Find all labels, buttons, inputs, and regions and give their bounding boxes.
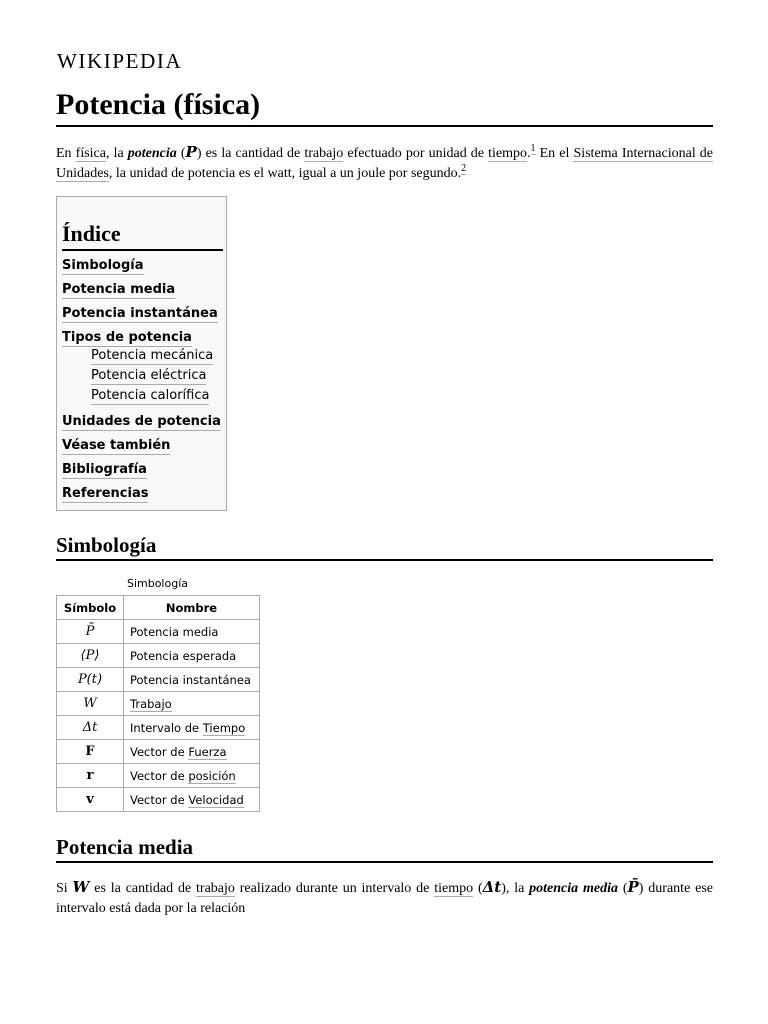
intro-text: , la unidad de potencia es el watt, igual a un joule por segundo. (108, 166, 462, 181)
table-row (57, 668, 260, 692)
toc-item-potencia-mecanica[interactable]: Potencia mecánica (91, 348, 214, 363)
math-delta-t: Δt (482, 878, 502, 896)
link-fisica[interactable]: física (75, 146, 106, 161)
table-of-contents (56, 196, 227, 511)
table-header-row (57, 596, 260, 620)
section-heading-potencia-media: Potencia media (56, 833, 713, 863)
symbol-cell: P̄ (85, 624, 95, 639)
potencia-media-paragraph (56, 877, 713, 919)
para-text: Si (56, 881, 68, 896)
name-cell: Intervalo de (130, 720, 203, 735)
toc-item-vease-tambien[interactable]: Véase también (62, 438, 171, 453)
intro-text: es la cantidad de (205, 146, 301, 161)
column-header-simbolo: Símbolo (57, 596, 124, 620)
symbol-cell: r (86, 768, 94, 783)
term-potencia-media: potencia media (529, 881, 618, 896)
name-cell: Potencia esperada (130, 648, 237, 663)
intro-text: En (56, 146, 72, 161)
toc-item-tipos-de-potencia[interactable]: Tipos de potencia (62, 330, 192, 345)
symbology-table (56, 595, 260, 812)
toc-item-potencia-media[interactable]: Potencia media (62, 282, 176, 297)
math-P-bar: P̄ (627, 878, 639, 896)
link-trabajo[interactable]: trabajo (304, 146, 344, 161)
ref-2[interactable]: 2 (461, 163, 467, 175)
link-tiempo[interactable]: tiempo (434, 881, 474, 896)
column-header-nombre: Nombre (124, 596, 260, 620)
symbol-cell: Δt (82, 720, 98, 735)
toc-item-referencias[interactable]: Referencias (62, 486, 149, 501)
table-caption: Simbología (126, 577, 189, 590)
link-sistema-internacional[interactable]: Sistema Internacional de Unidades (56, 146, 714, 181)
ref-1[interactable]: 1 (530, 143, 536, 155)
toc-item-unidades-de-potencia[interactable]: Unidades de potencia (62, 414, 221, 429)
math-P: P (185, 143, 197, 161)
math-W: W (72, 878, 90, 896)
link-tiempo-cell[interactable]: Tiempo (202, 720, 246, 735)
para-text: es la cantidad de (94, 881, 192, 896)
intro-text: ) (196, 146, 202, 161)
intro-text: En el (535, 146, 570, 161)
name-cell: Potencia media (130, 624, 219, 639)
intro-text: , la (105, 146, 124, 161)
name-cell: Vector de (130, 744, 189, 759)
link-velocidad-cell[interactable]: Velocidad (188, 792, 244, 807)
toc-item-potencia-electrica[interactable]: Potencia eléctrica (91, 368, 207, 383)
intro-text: ( (180, 146, 186, 161)
para-text: realizado durante un intervalo de (239, 881, 430, 896)
table-row (57, 692, 260, 716)
para-text: ( (622, 881, 628, 896)
symbol-cell: F (85, 744, 95, 759)
para-text: ) (638, 881, 644, 896)
para-text: ( (477, 881, 483, 896)
name-cell: Vector de (130, 768, 189, 783)
symbol-cell: ⟨P⟩ (80, 648, 100, 663)
table-row (57, 644, 260, 668)
term-potencia: potencia (127, 146, 177, 161)
section-heading-simbologia: Simbología (56, 531, 713, 561)
table-row (57, 740, 260, 764)
para-text: durante ese intervalo está dada por la relación (56, 881, 713, 916)
name-cell: Vector de (130, 792, 189, 807)
page-title: Potencia (física) (56, 86, 713, 127)
link-posicion-cell[interactable]: posición (188, 768, 236, 783)
toc-item-simbologia[interactable]: Simbología (62, 258, 144, 273)
intro-text: . (527, 146, 531, 161)
link-trabajo[interactable]: trabajo (196, 881, 235, 896)
toc-item-bibliografia[interactable]: Bibliografía (62, 462, 147, 477)
table-row (57, 788, 260, 812)
toc-item-potencia-instantanea[interactable]: Potencia instantánea (62, 306, 218, 321)
intro-paragraph (56, 142, 713, 184)
link-fuerza-cell[interactable]: Fuerza (188, 744, 227, 759)
name-cell: Potencia instantánea (130, 672, 251, 687)
link-tiempo[interactable]: tiempo (488, 146, 527, 161)
toc-title: Índice (62, 219, 223, 251)
symbol-cell: v (86, 792, 94, 807)
table-row (57, 764, 260, 788)
para-text: ), la (501, 881, 525, 896)
intro-text: efectuado por unidad de (347, 146, 485, 161)
wikipedia-wordmark[interactable]: WIKIPEDIA (57, 49, 183, 73)
symbol-cell: W (83, 696, 97, 711)
symbol-cell: P(t) (77, 672, 103, 687)
link-trabajo-cell[interactable]: Trabajo (130, 696, 172, 711)
table-row (57, 620, 260, 644)
table-row (57, 716, 260, 740)
toc-item-potencia-calorifica[interactable]: Potencia calorífica (91, 388, 210, 403)
